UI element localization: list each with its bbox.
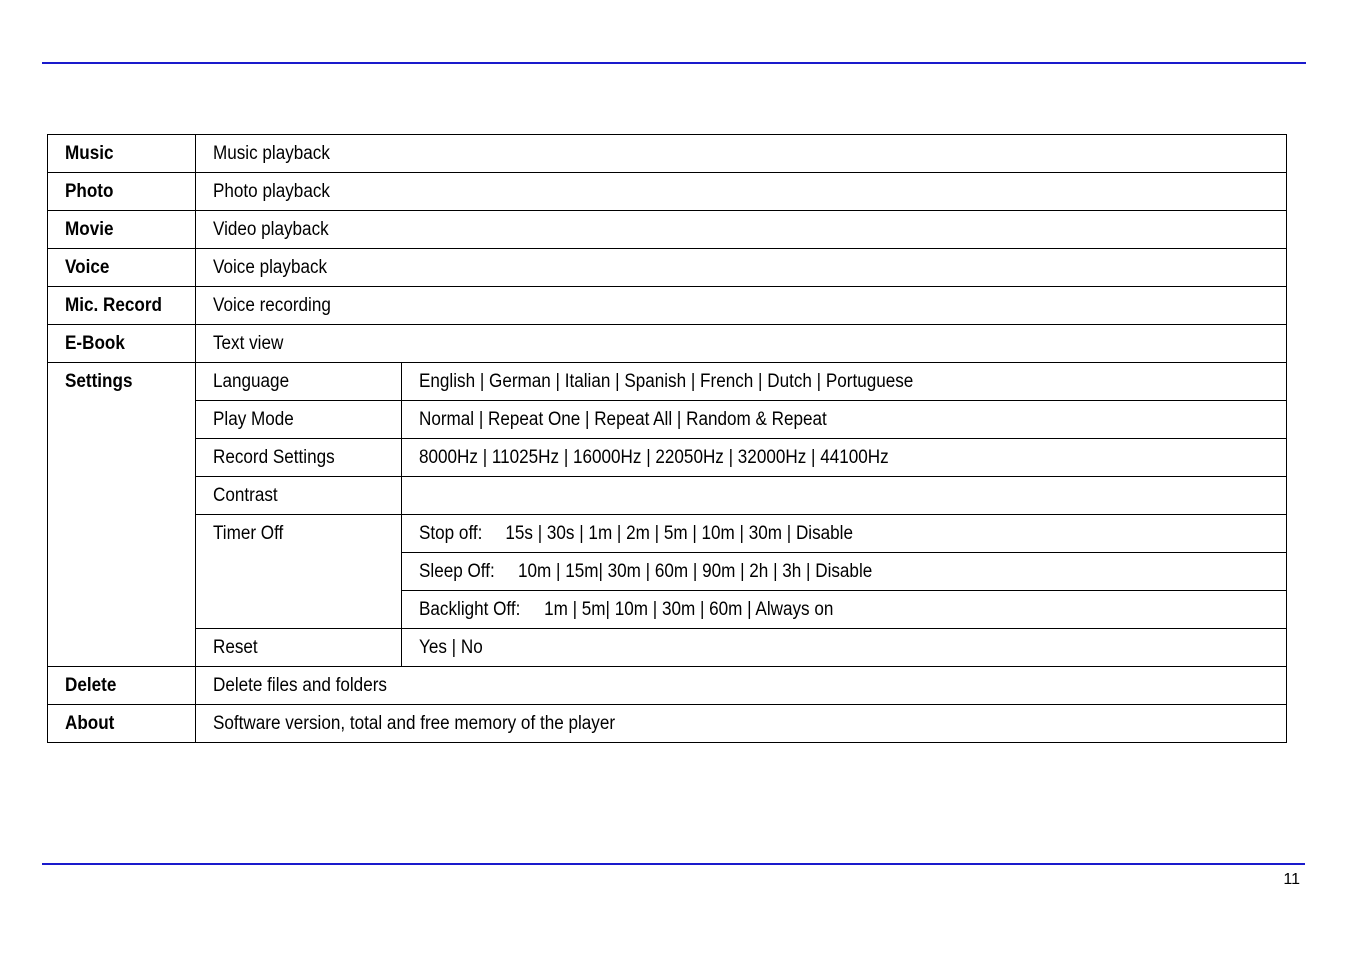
- stop-off-name: Stop off:: [419, 522, 483, 544]
- menu-item-about: About: [48, 705, 196, 743]
- menu-item-description: Video playback: [196, 211, 1287, 249]
- setting-stop-off-options: [402, 515, 1287, 553]
- menu-item-description: Delete files and folders: [196, 667, 1287, 705]
- setting-reset-label: Reset: [196, 629, 402, 667]
- setting-play-mode-options: Normal | Repeat One | Repeat All | Random & Repeat: [402, 401, 1287, 439]
- page-number: 11: [1283, 871, 1300, 888]
- table-row: [48, 363, 1287, 401]
- setting-contrast-label: Contrast: [196, 477, 402, 515]
- table-row: [48, 515, 1287, 553]
- menu-item-description: Text view: [196, 325, 1287, 363]
- table-row: [48, 705, 1287, 743]
- setting-record-settings-label: Record Settings: [196, 439, 402, 477]
- stop-off-values: 15s | 30s | 1m | 2m | 5m | 10m | 30m | Disable: [505, 522, 853, 544]
- table-row: [48, 173, 1287, 211]
- menu-item-description: Voice playback: [196, 249, 1287, 287]
- table-row: [48, 287, 1287, 325]
- menu-structure-table: [47, 134, 1287, 743]
- table-row: [48, 325, 1287, 363]
- table-row: [48, 135, 1287, 173]
- setting-backlight-off-options: [402, 591, 1287, 629]
- menu-item-delete: Delete: [48, 667, 196, 705]
- table-row: [48, 629, 1287, 667]
- menu-item-description: Music playback: [196, 135, 1287, 173]
- table-row: [48, 401, 1287, 439]
- menu-item-e-book: E-Book: [48, 325, 196, 363]
- menu-item-photo: Photo: [48, 173, 196, 211]
- menu-item-description: Photo playback: [196, 173, 1287, 211]
- header-rule: [42, 62, 1306, 64]
- menu-item-mic-record: Mic. Record: [48, 287, 196, 325]
- setting-record-settings-options: 8000Hz | 11025Hz | 16000Hz | 22050Hz | 32000Hz | 44100Hz: [402, 439, 1287, 477]
- footer-rule: [42, 863, 1305, 865]
- setting-language-label: Language: [196, 363, 402, 401]
- table-row: [48, 477, 1287, 515]
- setting-language-options: English | German | Italian | Spanish | French | Dutch | Portuguese: [402, 363, 1287, 401]
- table-row: [48, 439, 1287, 477]
- setting-sleep-off-options: [402, 553, 1287, 591]
- setting-play-mode-label: Play Mode: [196, 401, 402, 439]
- menu-item-description: Voice recording: [196, 287, 1287, 325]
- backlight-off-name: Backlight Off:: [419, 598, 521, 620]
- setting-reset-options: Yes | No: [402, 629, 1287, 667]
- sleep-off-values: 10m | 15m| 30m | 60m | 90m | 2h | 3h | Disable: [518, 560, 873, 582]
- sleep-off-name: Sleep Off:: [419, 560, 495, 582]
- menu-item-music: Music: [48, 135, 196, 173]
- table-row: [48, 249, 1287, 287]
- menu-item-movie: Movie: [48, 211, 196, 249]
- menu-item-settings: Settings: [48, 363, 196, 667]
- setting-contrast-options: [402, 477, 1287, 515]
- setting-timer-off-label: Timer Off: [196, 515, 402, 629]
- backlight-off-values: 1m | 5m| 10m | 30m | 60m | Always on: [544, 598, 834, 620]
- table-row: [48, 211, 1287, 249]
- table-row: [48, 667, 1287, 705]
- menu-item-description: Software version, total and free memory of the player: [196, 705, 1287, 743]
- menu-item-voice: Voice: [48, 249, 196, 287]
